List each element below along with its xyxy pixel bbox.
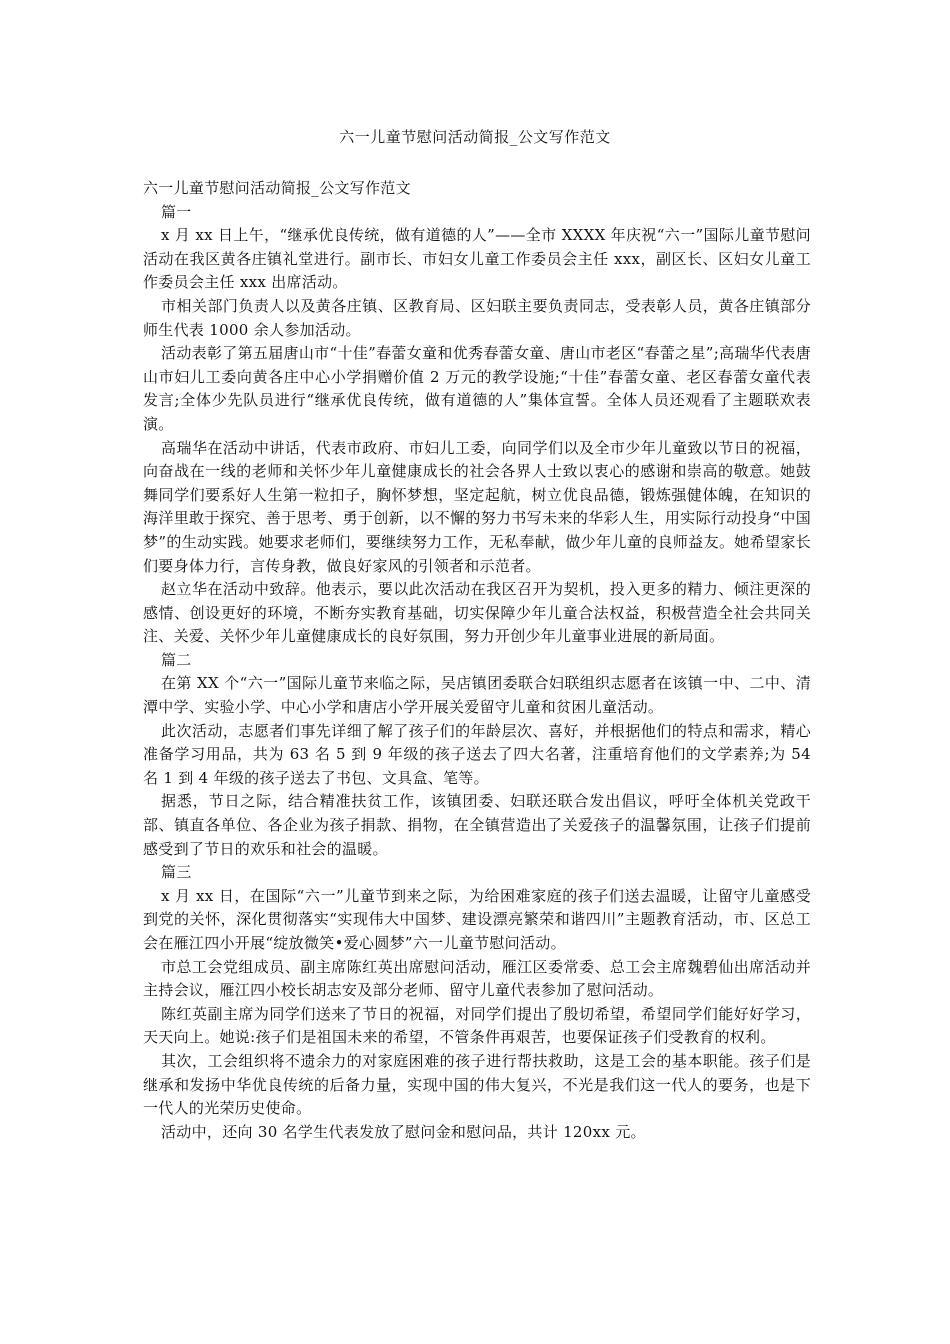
paragraph: x 月 xx 日上午，“继承优良传统，做有道德的人”——全市 XXXX 年庆祝“六一”国际儿童节慰问活动在我区黄各庄镇礼堂进行。副市长、市妇女儿童工作委员会主任 xxx，副区长、区妇女儿童工作委员会主任 xxx 出席活动。	[143, 226, 811, 292]
paragraph: 此次活动，志愿者们事先详细了解了孩子们的年龄层次、喜好，并根据他们的特点和需求，精心准备学习用品，共为 63 名 5 到 9 年级的孩子送去了四大名著，注重培育他们的文学素养;为 54 名 1 到 4 年级的孩子送去了书包、文具盒、笔等。	[143, 721, 811, 787]
paragraph: 据悉，节日之际，结合精准扶贫工作，该镇团委、妇联还联合发出倡议，呼吁全体机关党政干部、镇直各单位、各企业为孩子捐款、捐物，在全镇营造出了关爱孩子的温馨氛围，让孩子们提前感受到了节日的欢乐和社会的温暖。	[143, 792, 811, 858]
paragraph: 市总工会党组成员、副主席陈红英出席慰问活动，雁江区委常委、总工会主席魏碧仙出席活动并主持会议，雁江四小校长胡志安及部分老师、留守儿童代表参加了慰问活动。	[143, 957, 811, 1000]
paragraph: 陈红英副主席为同学们送来了节日的祝福，对同学们提出了殷切希望，希望同学们能好好学习，天天向上。她说:孩子们是祖国未来的希望，不管条件再艰苦，也要保证孩子们受教育的权利。	[143, 1004, 811, 1047]
document-subtitle: 六一儿童节慰问活动简报_公文写作范文	[143, 179, 411, 197]
paragraph: 活动表彰了第五届唐山市“十佳”春蕾女童和优秀春蕾女童、唐山市老区“春蕾之星”;高瑞华代表唐山市妇儿工委向黄各庄中心小学捐赠价值 2 万元的教学设施;“十佳”春蕾女童、老区春蕾女童代表发言;全体少先队员进行“继承优良传统，做有道德的人”集体宣誓。全体人员还观看了主题联欢表演。	[143, 344, 811, 433]
document-title: 六一儿童节慰问活动简报_公文写作范文	[339, 128, 611, 146]
paragraph: 市相关部门负责人以及黄各庄镇、区教育局、区妇联主要负责同志，受表彰人员，黄各庄镇部分师生代表 1000 余人参加活动。	[143, 296, 811, 339]
section-heading-2: 篇二	[161, 650, 192, 669]
document-body	[143, 177, 811, 1144]
paragraph: x 月 xx 日，在国际“六一”儿童节到来之际，为给困难家庭的孩子们送去温暖，让留守儿童感受到党的关怀，深化贯彻落实“实现伟大中国梦、建设漂亮繁荣和谐四川”主题教育活动，市、区总工会在雁江四小开展“绽放微笑•爱心圆梦”六一儿童节慰问活动。	[143, 886, 811, 952]
paragraph: 在第 XX 个“六一”国际儿童节来临之际，吴店镇团委联合妇联组织志愿者在该镇一中、二中、清潭中学、实验小学、中心小学和唐店小学开展关爱留守儿童和贫困儿童活动。	[143, 674, 811, 717]
section-heading-3: 篇三	[161, 863, 192, 882]
paragraph: 高瑞华在活动中讲话，代表市政府、市妇儿工委，向同学们以及全市少年儿童致以节日的祝福，向奋战在一线的老师和关怀少年儿童健康成长的社会各界人士致以衷心的感谢和崇高的敬意。她鼓舞同学们要系好人生第一粒扣子，胸怀梦想，坚定起航，树立优良品德，锻炼强健体魄，在知识的海洋里敢于探究、善于思考、勇于创新，以不懈的努力书写未来的华彩人生，用实际行动投身“中国梦”的生动实践。她要求老师们，要继续努力工作，无私奉献，做少年儿童的良师益友。她希望家长们要身体力行，言传身教，做良好家风的引领者和示范者。	[143, 438, 811, 575]
section-heading-1: 篇一	[161, 202, 192, 221]
paragraph: 活动中，还向 30 名学生代表发放了慰问金和慰问品，共计 120xx 元。	[161, 1122, 646, 1141]
paragraph: 赵立华在活动中致辞。他表示，要以此次活动在我区召开为契机，投入更多的精力、倾注更深的感情、创设更好的环境，不断夯实教育基础，切实保障少年儿童合法权益，积极营造全社会共同关注、关爱、关怀少年儿童健康成长的良好氛围，努力开创少年儿童事业进展的新局面。	[143, 580, 811, 646]
paragraph: 其次，工会组织将不遗余力的对家庭困难的孩子进行帮扶救助，这是工会的基本职能。孩子们是继承和发扬中华优良传统的后备力量，实现中国的伟大复兴，不光是我们这一代人的要务，也是下一代人的光荣历史使命。	[143, 1051, 811, 1118]
